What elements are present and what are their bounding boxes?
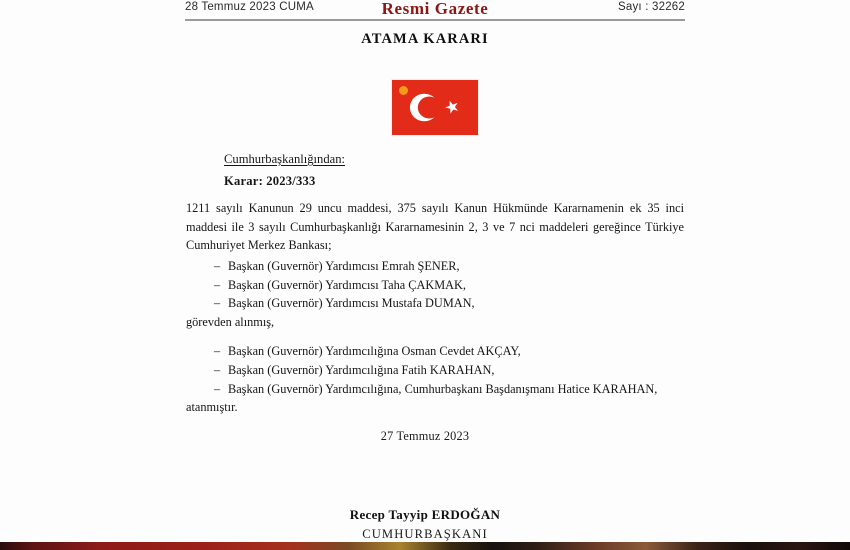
list-item	[214, 380, 684, 399]
appointment-closing: atanmıştır.	[186, 400, 238, 415]
list-item	[214, 294, 684, 313]
list-item	[214, 361, 684, 380]
dismissal-closing: görevden alınmış,	[186, 314, 275, 329]
document-body	[186, 150, 684, 417]
document-date: 27 Temmuz 2023	[380, 429, 470, 443]
appointment-entry: Başkan (Guvernör) Yardımcılığına, Cumhurbaşkanı Başdanışmanı Hatice KARAHAN,	[228, 381, 658, 396]
appointment-entry: Başkan (Guvernör) Yardımcılığına Osman Cevdet AKÇAY,	[228, 344, 521, 359]
dash-bullet-icon: –	[214, 277, 221, 292]
signatory-title: CUMHURBAŞKANI	[362, 527, 488, 541]
dash-bullet-icon: –	[214, 258, 221, 273]
list-spacer	[186, 331, 684, 340]
dash-bullet-icon: –	[214, 344, 221, 359]
compression-artifact-dot	[399, 86, 408, 95]
appointment-list	[186, 342, 684, 416]
masthead-divider	[185, 19, 685, 21]
signature-block	[0, 507, 850, 542]
preamble-paragraph: 1211 sayılı Kanunun 29 uncu maddesi, 375 sayılı Kanun Hükmünde Kararnamenin ek 35 inci maddesi ile 3 sayılı Cumhurbaşkanlığı Kararnamesinin 2, 3 ve 7 nci maddeleri gereğince Türkiye Cumhuriyet Merkez Bankası;	[186, 201, 684, 253]
masthead	[185, 0, 685, 20]
decision-number: Karar: 2023/333	[224, 173, 316, 188]
masthead-title: Resmi Gazete	[381, 0, 489, 18]
dismissal-entry: Başkan (Guvernör) Yardımcısı Taha ÇAKMAK,	[228, 277, 466, 292]
dash-bullet-icon: –	[214, 296, 221, 311]
list-item	[214, 276, 684, 295]
masthead-date: 28 Temmuz 2023 CUMA	[185, 1, 314, 13]
dismissal-entry: Başkan (Guvernör) Yardımcısı Emrah ŞENER,	[228, 258, 460, 273]
turkish-flag-emblem	[391, 79, 479, 136]
turkish-flag-icon	[392, 80, 478, 135]
document-heading: ATAMA KARARI	[361, 31, 489, 47]
signatory-name: Recep Tayyip ERDOĞAN	[349, 507, 501, 522]
masthead-issue-number: Sayı : 32262	[618, 1, 685, 13]
dismissal-list	[186, 257, 684, 331]
dismissal-entry: Başkan (Guvernör) Yardımcısı Mustafa DUMAN,	[228, 296, 475, 311]
dash-bullet-icon: –	[214, 381, 221, 396]
issuing-authority: Cumhurbaşkanlığından:	[224, 152, 346, 166]
list-item	[214, 257, 684, 276]
appointment-entry: Başkan (Guvernör) Yardımcılığına Fatih KARAHAN,	[228, 362, 495, 377]
adjacent-image-sliver	[0, 542, 850, 550]
dash-bullet-icon: –	[214, 362, 221, 377]
list-item	[214, 342, 684, 361]
